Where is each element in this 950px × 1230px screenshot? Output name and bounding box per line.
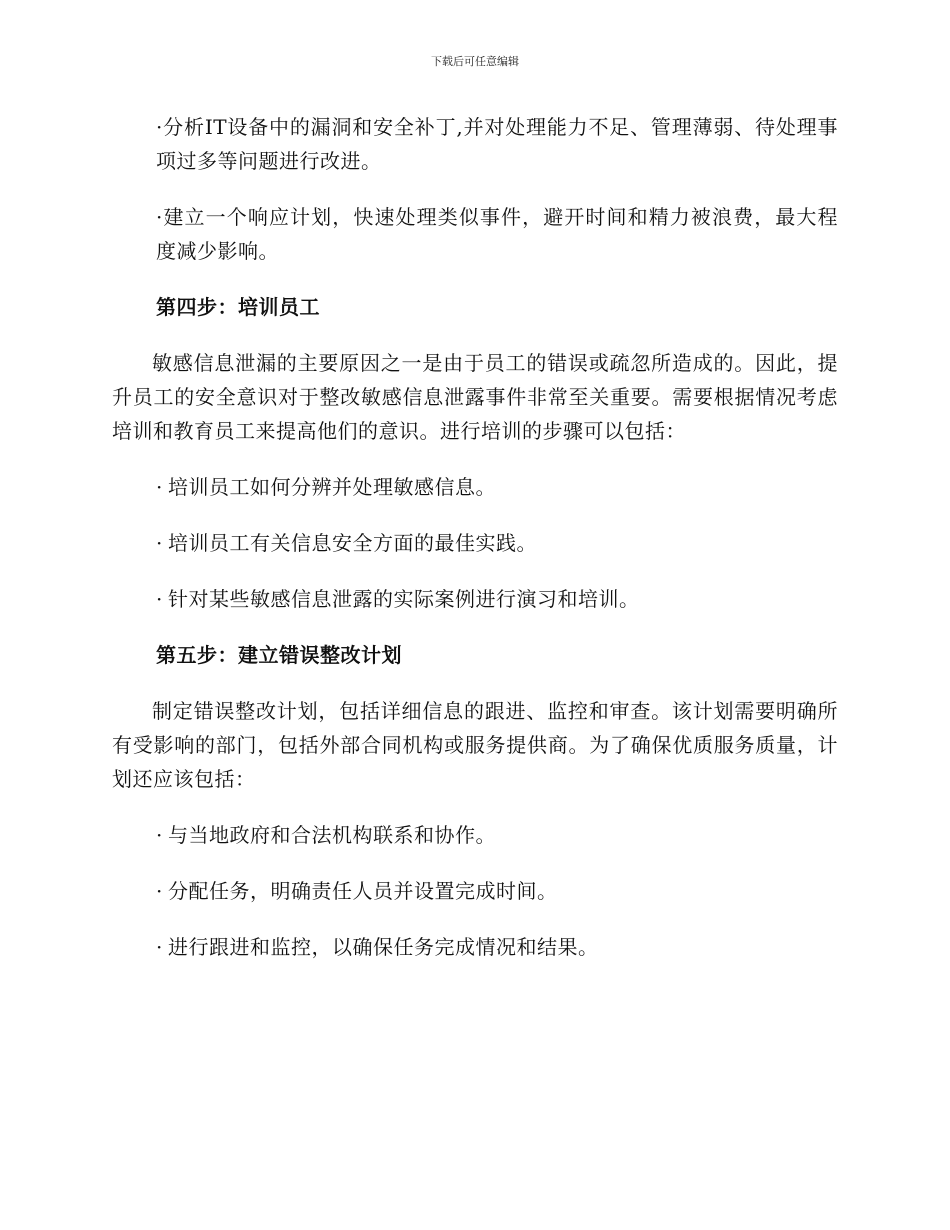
bullet-item: [112, 930, 838, 964]
paragraph: 敏感信息泄漏的主要原因之一是由于员工的错误或疏忽所造成的。因此，提升员工的安全意识对于整改敏感信息泄露事件非常至关重要。需要根据情况考虑培训和教育员工来提高他们的意识。进行培训的步骤可以包括：: [112, 351, 838, 443]
bullet-text: 分析IT设备中的漏洞和安全补丁,并对处理能力不足、管理薄弱、待处理事项过多等问题进行改进。: [156, 115, 838, 173]
section-heading: 第四步：培训员工: [156, 295, 320, 319]
bullet-dot: ·: [156, 531, 163, 555]
bullet-item: [112, 200, 838, 268]
page-header: 下载后可任意编辑: [431, 55, 519, 68]
bullet-text: 针对某些敏感信息泄露的实际案例进行演习和培训。: [168, 587, 640, 611]
bullet-dot: ·: [156, 935, 163, 959]
bullet-item: [112, 874, 838, 908]
bullet-dot: ·: [156, 879, 163, 903]
bullet-item: [112, 470, 838, 504]
paragraph: 制定错误整改计划，包括详细信息的跟进、监控和审查。该计划需要明确所有受影响的部门，包括外部合同机构或服务提供商。为了确保优质服务质量，计划还应该包括：: [112, 699, 838, 791]
bullet-item: [112, 526, 838, 560]
bullet-dot: ·: [156, 205, 163, 229]
bullet-dot: ·: [156, 823, 163, 847]
bullet-text: 培训员工有关信息安全方面的最佳实践。: [168, 531, 537, 555]
bullet-item: [112, 582, 838, 616]
bullet-text: 进行跟进和监控，以确保任务完成情况和结果。: [168, 935, 599, 959]
bullet-dot: ·: [156, 475, 163, 499]
bullet-dot: ·: [156, 587, 163, 611]
bullet-dot: ·: [156, 115, 163, 139]
section-heading: 第五步：建立错误整改计划: [156, 643, 402, 667]
bullet-text: 分配任务，明确责任人员并设置完成时间。: [168, 879, 558, 903]
document-body: [112, 110, 838, 964]
bullet-text: 与当地政府和合法机构联系和协作。: [168, 823, 496, 847]
bullet-item: [112, 110, 838, 178]
bullet-text: 培训员工如何分辨并处理敏感信息。: [168, 475, 496, 499]
bullet-text: 建立一个响应计划，快速处理类似事件，避开时间和精力被浪费，最大程度减少影响。: [156, 205, 838, 263]
bullet-item: [112, 818, 838, 852]
